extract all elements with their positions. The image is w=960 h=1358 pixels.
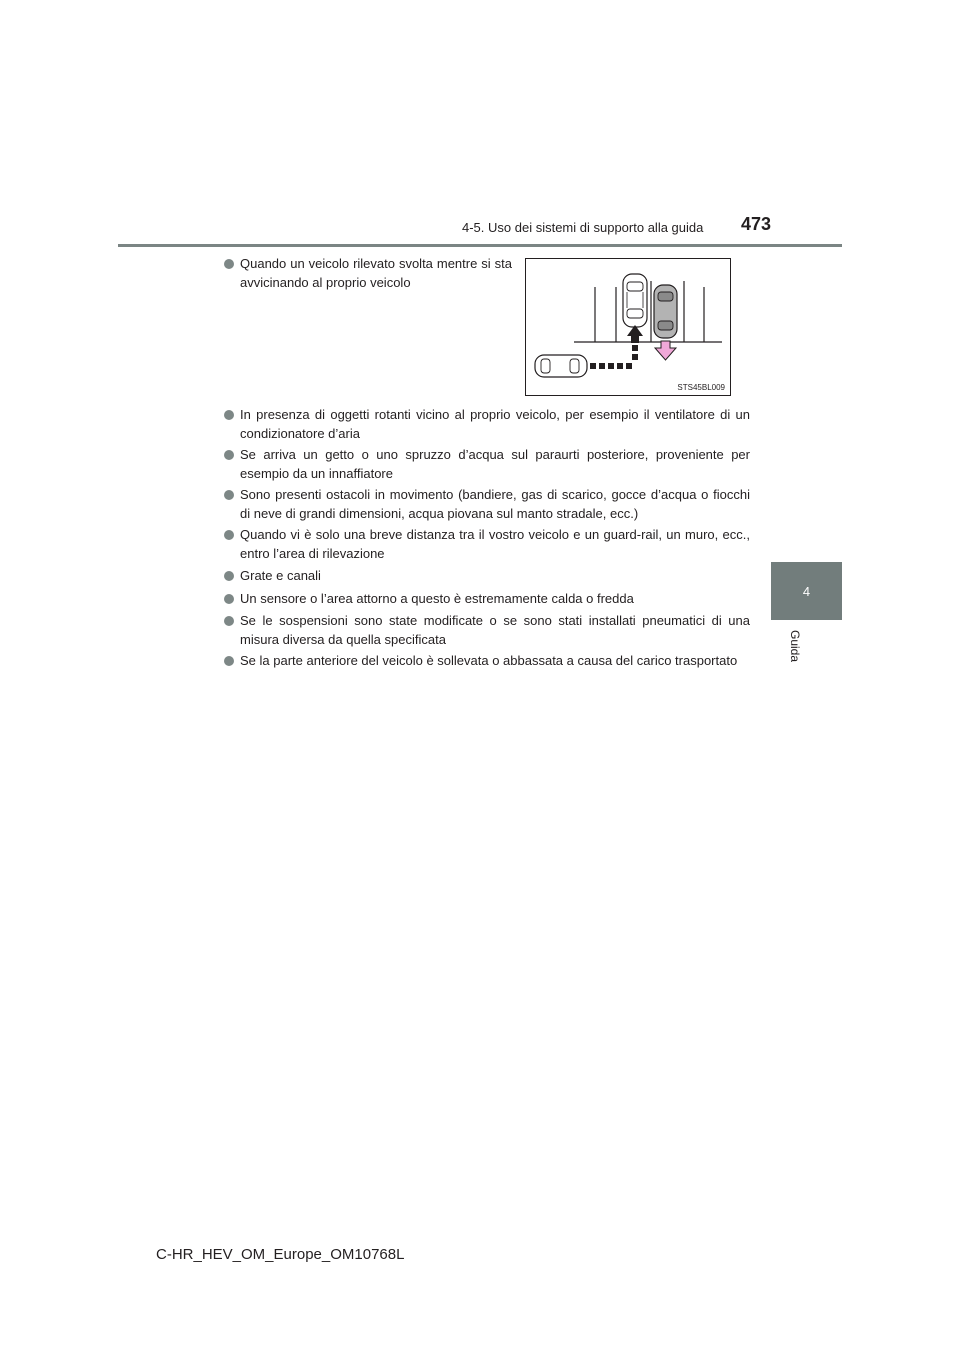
chapter-number: 4 (802, 583, 811, 599)
trajectory-dots (590, 345, 638, 369)
list-item: Un sensore o l’area attorno a questo è estremamente calda o fredda (224, 589, 750, 608)
reverse-arrow-icon (655, 341, 676, 360)
list-item: Grate e canali (224, 566, 750, 585)
turning-vehicle-icon (623, 274, 647, 327)
figure-code: STS45BL009 (677, 383, 725, 392)
chapter-tab (771, 562, 842, 620)
bullet-dot-icon (224, 490, 234, 500)
approaching-vehicle-icon (535, 355, 587, 377)
bullet-dot-icon (224, 259, 234, 269)
parking-illustration (525, 258, 731, 396)
bullet-dot-icon (224, 656, 234, 666)
own-vehicle-icon (654, 285, 677, 338)
list-item: In presenza di oggetti rotanti vicino al proprio veicolo, per esempio il ventilatore di un condizionatore d’aria (224, 405, 750, 443)
page-number: 473 (741, 214, 772, 234)
bullet-dot-icon (224, 410, 234, 420)
bullet-dot-icon (224, 571, 234, 581)
bullet-dot-icon (224, 594, 234, 604)
header-divider (118, 244, 842, 247)
up-arrow-icon (627, 325, 643, 343)
chapter-label: Guida (788, 630, 802, 663)
list-item: Se la parte anteriore del veicolo è sollevata o abbassata a causa del carico trasportato (224, 651, 750, 670)
list-item: Quando un veicolo rilevato svolta mentre si sta avvicinando al proprio veicolo (224, 254, 512, 292)
list-item: Se arriva un getto o uno spruzzo d’acqua sul paraurti posteriore, proveniente per esempio da un innaffiatore (224, 445, 750, 483)
bullet-dot-icon (224, 530, 234, 540)
document-id: C-HR_HEV_OM_Europe_OM10768L (156, 1246, 405, 1263)
list-item: Se le sospensioni sono state modificate o se sono stati installati pneumatici di una misura diversa da quella specificata (224, 611, 750, 649)
bullet-dot-icon (224, 616, 234, 626)
bullet-dot-icon (224, 450, 234, 460)
section-title: 4-5. Uso dei sistemi di supporto alla guida (462, 220, 704, 235)
list-item: Sono presenti ostacoli in movimento (bandiere, gas di scarico, gocce d’acqua o fiocchi di neve di grandi dimensioni, acqua piovana sul manto stradale, ecc.) (224, 485, 750, 523)
parking-diagram (526, 259, 730, 395)
list-item: Quando vi è solo una breve distanza tra il vostro veicolo e un guard-rail, un muro, ecc., entro l’area di rilevazione (224, 525, 750, 563)
